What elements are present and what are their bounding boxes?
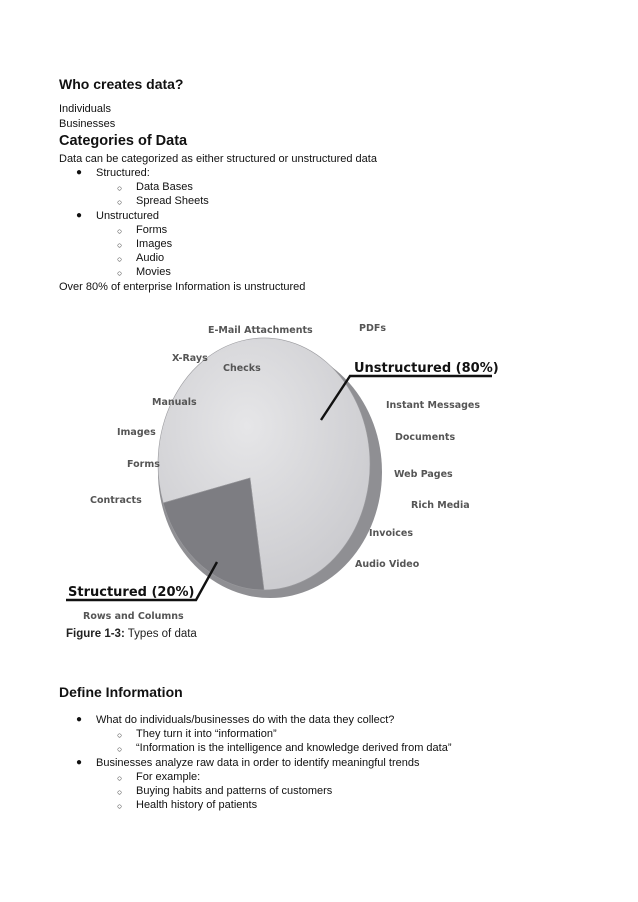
label-pdfs: PDFs [359,323,386,334]
circle-bullet-icon: ○ [117,240,123,250]
list-item-images: Images [136,238,173,250]
circle-bullet-icon: ○ [117,268,123,278]
list-item-audio: Audio [136,252,165,264]
circle-bullet-icon: ○ [117,773,123,783]
list-item-forms: Forms [136,224,168,236]
define-sub-2-2: Buying habits and patterns of customers [136,785,333,797]
label-instant-messages: Instant Messages [386,400,481,411]
structured-label: Structured: [96,167,150,179]
label-rows-and-columns: Rows and Columns [83,611,184,622]
structured-heading: Structured (20%) [68,585,195,600]
label-manuals: Manuals [152,397,197,408]
unstructured-label: Unstructured [96,210,159,222]
line-individuals: Individuals [59,103,111,115]
label-invoices: Invoices [369,528,414,539]
heading-define-information: Define Information [59,684,183,700]
define-sub-2-1: For example: [136,771,201,783]
bullet-icon: ● [76,757,83,768]
circle-bullet-icon: ○ [117,197,123,207]
define-sub-2-3: Health history of patients [136,799,258,811]
label-audio-video: Audio Video [355,559,420,570]
define-bullet-2: Businesses analyze raw data in order to identify meaningful trends [96,757,420,769]
define-bullet-1: What do individuals/businesses do with the data they collect? [96,714,395,726]
define-sub-1-2: “Information is the intelligence and knowledge derived from data” [136,742,452,754]
label-x-rays: X-Rays [172,353,208,364]
label-checks: Checks [223,363,261,374]
list-item-spread-sheets: Spread Sheets [136,195,209,207]
circle-bullet-icon: ○ [117,183,123,193]
figure-caption-label: Figure 1-3: [66,628,125,640]
bullet-icon: ● [76,167,83,178]
circle-bullet-icon: ○ [117,730,123,740]
circle-bullet-icon: ○ [117,744,123,754]
bullet-icon: ● [76,210,83,221]
circle-bullet-icon: ○ [117,801,123,811]
unstructured-note: Over 80% of enterprise Information is unstructured [59,281,306,293]
figure-caption [66,628,197,640]
list-item-movies: Movies [136,266,171,278]
circle-bullet-icon: ○ [117,787,123,797]
figure-caption-text: Types of data [124,628,197,640]
label-rich-media: Rich Media [411,500,470,511]
list-item-data-bases: Data Bases [136,181,193,193]
heading-who-creates-data: Who creates data? [59,76,184,92]
label-forms: Forms [127,459,160,470]
heading-categories-of-data: Categories of Data [59,133,188,149]
circle-bullet-icon: ○ [117,254,123,264]
circle-bullet-icon: ○ [117,226,123,236]
label-email-attachments: E-Mail Attachments [208,325,313,336]
line-businesses: Businesses [59,118,116,130]
label-documents: Documents [395,432,456,443]
label-images: Images [117,427,156,438]
label-web-pages: Web Pages [394,469,453,480]
label-contracts: Contracts [90,495,142,506]
categories-intro: Data can be categorized as either structured or unstructured data [59,153,377,165]
unstructured-heading: Unstructured (80%) [354,361,499,376]
bullet-icon: ● [76,714,83,725]
define-sub-1-1: They turn it into “information” [136,728,277,740]
